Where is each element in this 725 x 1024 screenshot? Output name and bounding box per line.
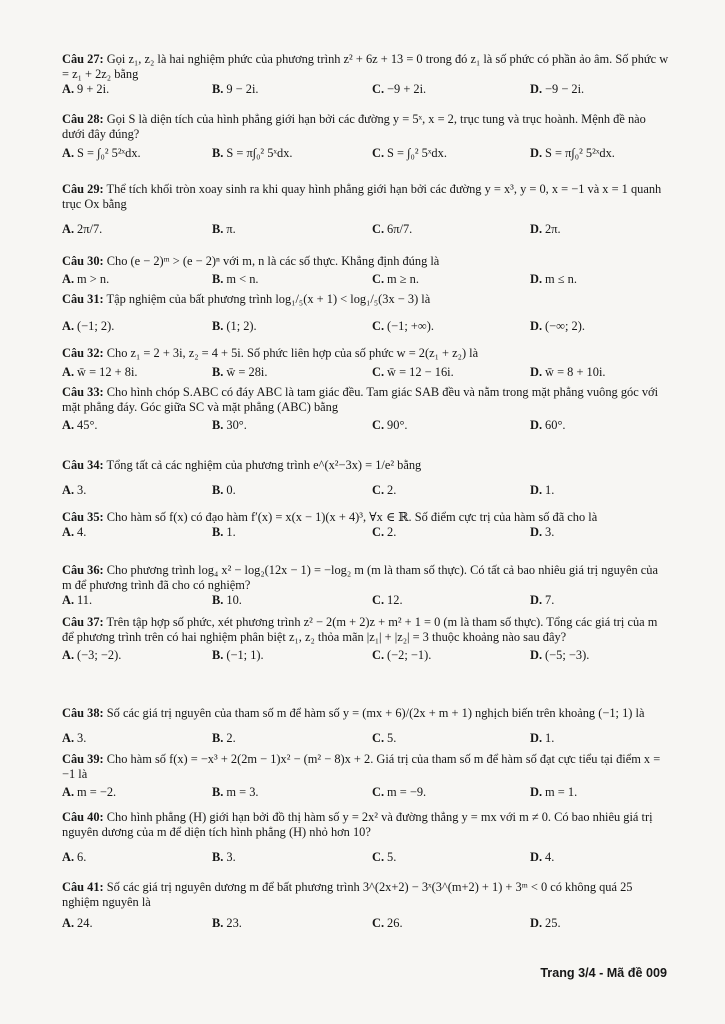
option-letter: A. (62, 916, 75, 930)
option-letter: D. (530, 146, 543, 160)
option-d (530, 272, 670, 287)
option-letter: B. (212, 785, 224, 799)
option-b (212, 365, 372, 380)
option-d (530, 785, 670, 800)
option-text: S = ∫₀² 5ˣdx. (387, 146, 447, 160)
option-a (62, 82, 212, 97)
option-d (530, 916, 670, 931)
option-d (530, 82, 670, 97)
option-text: S = ∫₀² 5²ˣdx. (77, 146, 141, 160)
question-31 (62, 292, 670, 334)
option-letter: D. (530, 82, 543, 96)
option-text: S = π∫₀² 5ˣdx. (226, 146, 293, 160)
option-letter: A. (62, 365, 75, 379)
option-text: w̄ = 28i. (226, 365, 268, 379)
option-letter: C. (372, 731, 385, 745)
question-28 (62, 112, 670, 161)
question-text: Cho phương trình log₄ x² − log₂(12x − 1) = −log₂ m (m là tham số thực). Có tất cả bao nhiêu giá trị nguyên của m để phương trình đã cho có nghiệm? (62, 563, 658, 592)
option-d (530, 365, 670, 380)
option-a (62, 272, 212, 287)
question-41 (62, 880, 670, 931)
option-text: (−1; 1). (226, 648, 264, 662)
question-35 (62, 510, 670, 540)
question-text: Gọi S là diện tích của hình phẳng giới hạn bởi các đường y = 5ˣ, x = 2, trục tung và trục hoành. Mệnh đề nào dưới đây đúng? (62, 112, 646, 141)
option-text: (−1; 2). (77, 319, 115, 333)
option-text: (1; 2). (226, 319, 257, 333)
option-text: 3. (77, 483, 87, 497)
option-text: (−2; −1). (387, 648, 432, 662)
option-text: 90°. (387, 418, 408, 432)
option-letter: B. (212, 525, 224, 539)
option-a (62, 648, 212, 663)
question-39 (62, 752, 670, 800)
question-label: Câu 38: (62, 706, 104, 720)
question-text: Cho hàm số f(x) = −x³ + 2(2m − 1)x² − (m² − 8)x + 2. Giá trị của tham số m để hàm số đạt cực tiểu tại điểm x = −1 là (62, 752, 661, 781)
option-c (372, 916, 530, 931)
question-label: Câu 37: (62, 615, 104, 629)
option-letter: C. (372, 483, 385, 497)
option-d (530, 222, 670, 237)
question-text: Số các giá trị nguyên dương m để bất phương trình 3^(2x+2) − 3ˣ(3^(m+2) + 1) + 3ᵐ < 0 có không quá 25 nghiệm nguyên là (62, 880, 633, 909)
option-letter: B. (212, 222, 224, 236)
question-36 (62, 563, 670, 608)
option-a (62, 731, 212, 746)
option-c (372, 146, 530, 161)
option-letter: A. (62, 525, 75, 539)
option-text: m = −9. (387, 785, 427, 799)
option-text: −9 + 2i. (387, 82, 427, 96)
option-letter: B. (212, 418, 224, 432)
option-letter: C. (372, 525, 385, 539)
option-a (62, 222, 212, 237)
question-label: Câu 40: (62, 810, 104, 824)
option-text: m ≤ n. (545, 272, 577, 286)
option-c (372, 222, 530, 237)
option-text: 9 + 2i. (77, 82, 110, 96)
question-29 (62, 182, 670, 237)
question-label: Câu 34: (62, 458, 104, 472)
option-letter: C. (372, 82, 385, 96)
option-d (530, 483, 670, 498)
option-letter: A. (62, 82, 75, 96)
option-text: 26. (387, 916, 403, 930)
option-letter: D. (530, 785, 543, 799)
question-40 (62, 810, 670, 865)
option-b (212, 593, 372, 608)
option-c (372, 850, 530, 865)
option-text: 2π/7. (77, 222, 103, 236)
option-letter: B. (212, 483, 224, 497)
option-letter: A. (62, 785, 75, 799)
option-text: (−5; −3). (545, 648, 590, 662)
option-text: m ≥ n. (387, 272, 419, 286)
option-letter: C. (372, 319, 385, 333)
option-text: 30°. (226, 418, 247, 432)
option-b (212, 525, 372, 540)
option-d (530, 525, 670, 540)
option-c (372, 365, 530, 380)
option-a (62, 785, 212, 800)
option-a (62, 365, 212, 380)
question-text: Trên tập hợp số phức, xét phương trình z² − 2(m + 2)z + m² + 1 = 0 (m là tham số thực). Tổng các giá trị của m để phương trình trên có hai nghiệm phân biệt z₁, z₂ thỏa mãn |z₁| + |z₂| = 3 thuộc khoảng nào sau đây? (62, 615, 658, 644)
option-letter: D. (530, 525, 543, 539)
option-letter: D. (530, 593, 543, 607)
question-33 (62, 385, 670, 433)
option-text: 24. (77, 916, 93, 930)
question-label: Câu 39: (62, 752, 104, 766)
option-text: 23. (226, 916, 242, 930)
option-b (212, 418, 372, 433)
option-text: 11. (77, 593, 93, 607)
question-label: Câu 32: (62, 346, 104, 360)
option-text: 3. (77, 731, 87, 745)
question-27 (62, 52, 670, 97)
option-b (212, 850, 372, 865)
option-c (372, 483, 530, 498)
option-letter: C. (372, 593, 385, 607)
option-text: m > n. (77, 272, 110, 286)
question-label: Câu 41: (62, 880, 104, 894)
option-d (530, 731, 670, 746)
option-letter: D. (530, 365, 543, 379)
option-text: (−3; −2). (77, 648, 122, 662)
option-text: 12. (387, 593, 403, 607)
question-30 (62, 254, 670, 287)
question-label: Câu 29: (62, 182, 104, 196)
option-letter: C. (372, 850, 385, 864)
option-letter: B. (212, 365, 224, 379)
option-letter: A. (62, 146, 75, 160)
option-c (372, 418, 530, 433)
option-text: 45°. (77, 418, 98, 432)
option-d (530, 418, 670, 433)
option-text: m = 1. (545, 785, 578, 799)
option-text: π. (226, 222, 236, 236)
option-a (62, 850, 212, 865)
question-label: Câu 36: (62, 563, 104, 577)
question-text: Tập nghiệm của bất phương trình log₁/₅(x + 1) < log₁/₅(3x − 3) là (106, 292, 431, 306)
option-letter: B. (212, 82, 224, 96)
option-text: 4. (545, 850, 555, 864)
option-b (212, 731, 372, 746)
option-letter: D. (530, 483, 543, 497)
option-letter: A. (62, 483, 75, 497)
option-c (372, 272, 530, 287)
option-text: m = −2. (77, 785, 117, 799)
question-text: Cho hình chóp S.ABC có đáy ABC là tam giác đều. Tam giác SAB đều và nằm trong mặt phẳng vuông góc với mặt phẳng đáy. Góc giữa SC và mặt phẳng (ABC) bằng (62, 385, 659, 414)
option-d (530, 593, 670, 608)
option-a (62, 525, 212, 540)
option-d (530, 648, 670, 663)
option-text: S = π∫₀² 5²ˣdx. (545, 146, 615, 160)
option-letter: A. (62, 222, 75, 236)
option-b (212, 483, 372, 498)
option-a (62, 483, 212, 498)
option-text: m < n. (226, 272, 259, 286)
option-text: 2. (387, 525, 397, 539)
option-letter: B. (212, 850, 224, 864)
question-label: Câu 30: (62, 254, 104, 268)
option-text: 9 − 2i. (226, 82, 259, 96)
option-letter: D. (530, 222, 543, 236)
question-text: Thể tích khối tròn xoay sinh ra khi quay hình phẳng giới hạn bởi các đường y = x³, y = 0, x = −1 và x = 1 quanh trục Ox bằng (62, 182, 662, 211)
option-letter: B. (212, 319, 224, 333)
option-d (530, 319, 670, 334)
question-text: Cho hình phẳng (H) giới hạn bởi đồ thị hàm số y = 2x² và đường thẳng y = mx với m ≠ 0. Có bao nhiêu giá trị nguyên dương của m để diện tích hình phẳng (H) nhỏ hơn 10? (62, 810, 653, 839)
option-text: w̄ = 8 + 10i. (545, 365, 606, 379)
option-letter: C. (372, 916, 385, 930)
option-text: (−1; +∞). (387, 319, 434, 333)
option-text: 4. (77, 525, 87, 539)
option-text: 5. (387, 850, 397, 864)
option-letter: B. (212, 272, 224, 286)
option-letter: D. (530, 850, 543, 864)
option-letter: A. (62, 272, 75, 286)
question-text: Tổng tất cả các nghiệm của phương trình e^(x²−3x) = 1/e² bằng (106, 458, 422, 472)
question-text: Cho z₁ = 2 + 3i, z₂ = 4 + 5i. Số phức liên hợp của số phức w = 2(z₁ + z₂) là (106, 346, 479, 360)
option-letter: D. (530, 319, 543, 333)
option-letter: C. (372, 146, 385, 160)
option-text: 2. (226, 731, 236, 745)
option-text: 2. (387, 483, 397, 497)
option-text: −9 − 2i. (545, 82, 585, 96)
option-letter: D. (530, 648, 543, 662)
question-text: Gọi z₁, z₂ là hai nghiệm phức của phương trình z² + 6z + 13 = 0 trong đó z₁ là số phức có phần ảo âm. Số phức w = z₁ + 2z₂ bằng (62, 52, 669, 81)
option-c (372, 648, 530, 663)
option-b (212, 222, 372, 237)
option-text: 1. (545, 483, 555, 497)
option-b (212, 146, 372, 161)
option-letter: C. (372, 785, 385, 799)
option-c (372, 82, 530, 97)
option-text: 6. (77, 850, 87, 864)
question-37 (62, 615, 670, 663)
option-b (212, 272, 372, 287)
option-letter: A. (62, 319, 75, 333)
option-b (212, 648, 372, 663)
option-letter: D. (530, 418, 543, 432)
option-letter: A. (62, 731, 75, 745)
option-b (212, 319, 372, 334)
option-text: 6π/7. (387, 222, 413, 236)
option-letter: D. (530, 731, 543, 745)
question-label: Câu 31: (62, 292, 104, 306)
option-a (62, 418, 212, 433)
option-letter: C. (372, 418, 385, 432)
option-text: 3. (226, 850, 236, 864)
option-a (62, 916, 212, 931)
question-label: Câu 33: (62, 385, 104, 399)
option-letter: A. (62, 850, 75, 864)
option-c (372, 525, 530, 540)
option-letter: B. (212, 593, 224, 607)
question-34 (62, 458, 670, 498)
option-letter: D. (530, 272, 543, 286)
option-text: 3. (545, 525, 555, 539)
option-letter: C. (372, 365, 385, 379)
option-b (212, 785, 372, 800)
option-text: w̄ = 12 − 16i. (387, 365, 454, 379)
option-text: 7. (545, 593, 555, 607)
option-letter: C. (372, 648, 385, 662)
option-text: 10. (226, 593, 242, 607)
option-b (212, 82, 372, 97)
question-label: Câu 35: (62, 510, 104, 524)
option-c (372, 593, 530, 608)
option-c (372, 785, 530, 800)
question-text: Số các giá trị nguyên của tham số m để hàm số y = (mx + 6)/(2x + m + 1) nghịch biến trên khoảng (−1; 1) là (106, 706, 645, 720)
option-text: 2π. (545, 222, 561, 236)
option-b (212, 916, 372, 931)
option-c (372, 731, 530, 746)
option-text: (−∞; 2). (545, 319, 585, 333)
option-d (530, 850, 670, 865)
option-d (530, 146, 670, 161)
option-letter: B. (212, 648, 224, 662)
question-label: Câu 28: (62, 112, 104, 126)
option-text: 0. (226, 483, 236, 497)
option-c (372, 319, 530, 334)
option-letter: A. (62, 418, 75, 432)
option-a (62, 593, 212, 608)
option-a (62, 146, 212, 161)
option-letter: B. (212, 916, 224, 930)
option-letter: A. (62, 648, 75, 662)
option-text: 1. (226, 525, 236, 539)
option-letter: D. (530, 916, 543, 930)
option-letter: C. (372, 222, 385, 236)
page-footer: Trang 3/4 - Mã đề 009 (540, 966, 667, 980)
option-letter: B. (212, 146, 224, 160)
option-text: 25. (545, 916, 561, 930)
option-text: w̄ = 12 + 8i. (77, 365, 138, 379)
question-32 (62, 346, 670, 380)
option-text: m = 3. (226, 785, 259, 799)
question-text: Cho (e − 2)ᵐ > (e − 2)ⁿ với m, n là các số thực. Khẳng định đúng là (106, 254, 440, 268)
option-text: 60°. (545, 418, 566, 432)
option-text: 5. (387, 731, 397, 745)
question-text: Cho hàm số f(x) có đạo hàm f′(x) = x(x − 1)(x + 4)³, ∀x ∈ ℝ. Số điểm cực trị của hàm số đã cho là (106, 510, 598, 524)
option-letter: C. (372, 272, 385, 286)
option-a (62, 319, 212, 334)
question-38 (62, 706, 670, 746)
option-letter: A. (62, 593, 75, 607)
option-text: 1. (545, 731, 555, 745)
question-label: Câu 27: (62, 52, 104, 66)
option-letter: B. (212, 731, 224, 745)
